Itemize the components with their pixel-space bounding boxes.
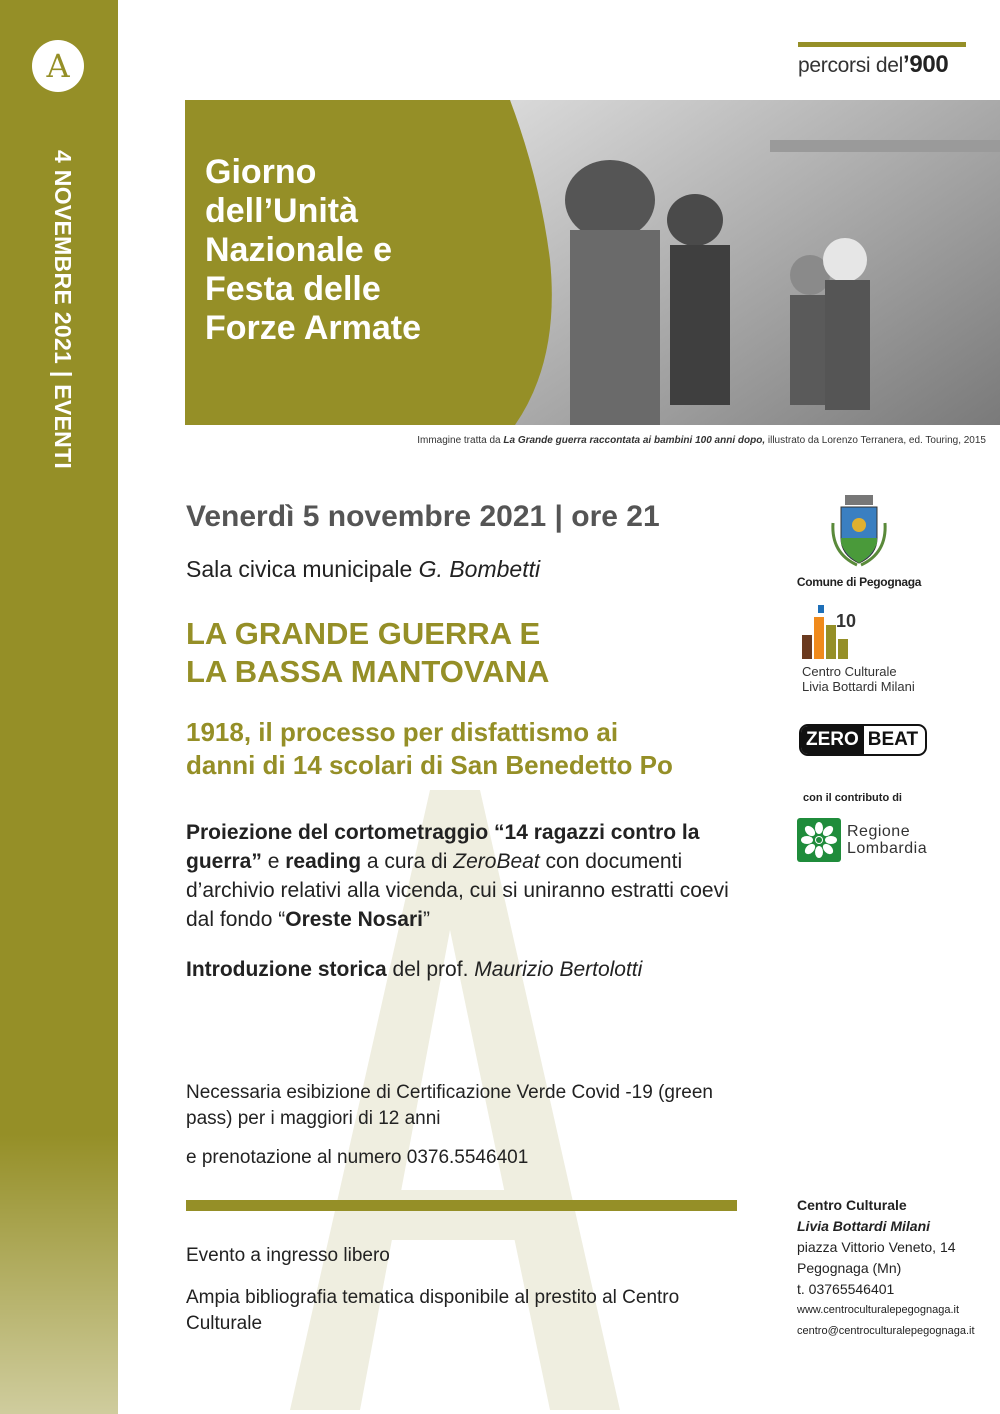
regione-text: Regione Lombardia <box>847 823 928 857</box>
covid-notice: Necessaria esibizione di Certificazione Verde Covid -19 (green pass) per i maggiori di 12 anni <box>186 1082 713 1129</box>
cc-bars-icon <box>802 605 866 659</box>
address-city: Pegognaga (Mn) <box>797 1260 902 1276</box>
sidebar-fade <box>0 1134 118 1414</box>
booking-info: e prenotazione al numero 0376.5546401 <box>186 1147 529 1168</box>
event-datetime: Venerdì 5 novembre 2021 | ore 21 <box>186 500 660 533</box>
address-title: Centro Culturale <box>797 1197 907 1213</box>
address-name: Livia Bottardi Milani <box>797 1218 931 1234</box>
address-email-link[interactable]: centro@centroculturalepegognaga.it <box>797 1325 975 1337</box>
hero-title-line: Giorno <box>205 153 317 191</box>
brand-text: percorsi del’900 <box>798 51 949 78</box>
photo-caption: Immagine tratta da La Grande guerra raccontata ai bambini 100 anni dopo, illustrato da Lorenzo Terranera, ed. Touring, 2015 <box>417 435 986 446</box>
event-subtitle: 1918, il processo per disfattismo ai danni di 14 scolari di San Benedetto Po <box>186 717 673 780</box>
hero-title-line: Festa delle <box>205 270 381 308</box>
centro-culturale-logo <box>802 605 942 694</box>
zerobeat-logo <box>799 724 927 756</box>
address-phone: t. 03765546401 <box>797 1281 895 1297</box>
comune-logo <box>794 493 924 589</box>
address-block <box>797 1195 997 1342</box>
event-intro: Introduzione storica del prof. Maurizio Bertolotti <box>186 958 643 981</box>
vertical-date-label: 4 NOVEMBRE 2021 | EVENTI <box>50 150 76 470</box>
address-web-link[interactable]: www.centroculturalepegognaga.it <box>797 1304 960 1316</box>
logo-icon: A <box>32 40 84 92</box>
zerobeat-zero: ZERO <box>801 726 864 754</box>
regione-rose-icon <box>797 818 841 862</box>
sidebar <box>0 0 118 1414</box>
address-street: piazza Vittorio Veneto, 14 <box>797 1239 956 1255</box>
brand-percorsi <box>798 42 978 79</box>
hero-title-line: Forze Armate <box>205 309 422 347</box>
event-venue: Sala civica municipale G. Bombetti <box>186 556 541 582</box>
cc-name-line1: Centro Culturale <box>802 664 897 679</box>
bibliography-note: Ampia bibliografia tematica disponibile al prestito al Centro Culturale <box>186 1287 680 1334</box>
coat-of-arms-icon <box>829 493 889 568</box>
hero-title-line: dell’Unità <box>205 192 359 230</box>
comune-name: Comune di Pegognaga <box>796 575 922 589</box>
contribution-label: con il contributo di <box>803 792 902 804</box>
regione-lombardia-logo <box>797 818 927 862</box>
svg-text:10: 10 <box>836 611 857 631</box>
hero-title <box>205 153 505 348</box>
event-description: Proiezione del cortometraggio “14 ragazzi contro la guerra” e reading a cura di ZeroBeat con documenti d’archivio relativi alla vicenda, cui si uniranno estratti coevi dal fondo “Oreste Nosari” <box>186 821 729 931</box>
free-entry: Evento a ingresso libero <box>186 1245 390 1266</box>
hero-photo <box>510 100 1000 425</box>
cc-name-line2: Livia Bottardi Milani <box>802 679 915 694</box>
hero-title-line: Nazionale e <box>205 231 393 269</box>
brand-bar <box>798 42 966 47</box>
divider <box>186 1200 737 1211</box>
zerobeat-beat: BEAT <box>867 729 919 750</box>
event-title: LA GRANDE GUERRA E LA BASSA MANTOVANA <box>186 616 550 689</box>
